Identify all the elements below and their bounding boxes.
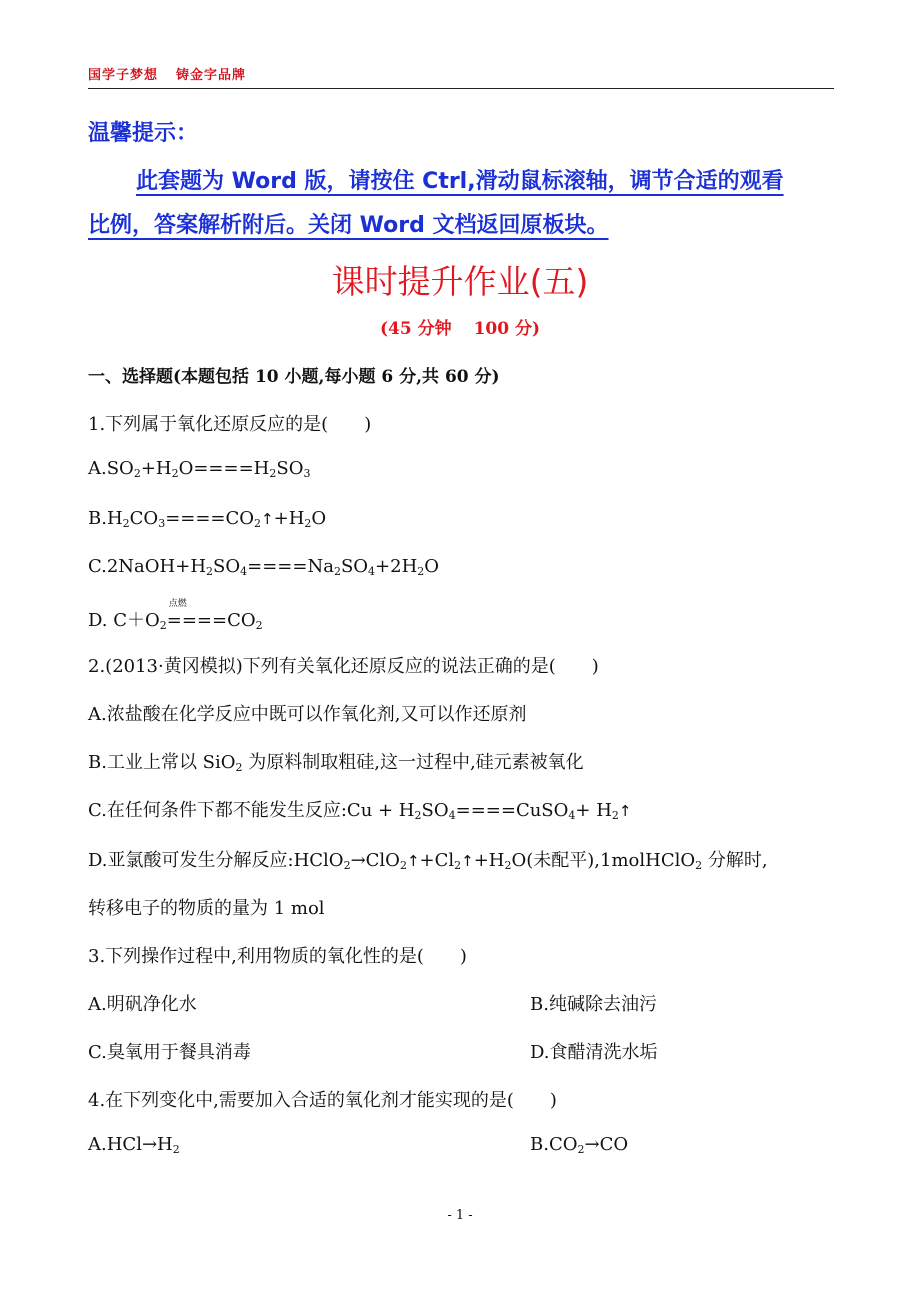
q4-option-a: $A.HCl\to H_2$ (88, 1134, 180, 1156)
tip-title: 温馨提示： (88, 121, 199, 146)
section-heading: 一、选择题(本题包括 10 小题,每小题 6 分,共 60 分) (88, 367, 500, 387)
q1-option-a: $A.SO_2+H_2O====H_2SO_3$ (88, 458, 311, 480)
reaction-condition: 点燃 (168, 599, 187, 609)
tip-line-1: 此套题为 Word 版，请按住 Ctrl,滑动鼠标滚轴，调节合适的观看 (136, 169, 784, 194)
q2-option-a: A.浓盐酸在化学反应中既可以作氧化剂,又可以作还原剂 (88, 704, 527, 725)
tip-line-2: 比例，答案解析附后。关闭 Word 文档返回原板块。 (88, 213, 609, 238)
subtitle-time: (45 分钟 (379, 319, 452, 339)
q3-option-d: D.食醋清洗水垢 (530, 1042, 658, 1063)
page-title: 课时提升作业(五) (331, 262, 589, 301)
q2-option-d-cont: 转移电子的物质的量为 1 mol (88, 898, 325, 919)
page-header (88, 64, 834, 89)
header-slogan-right: 铸金字品牌 (176, 68, 247, 83)
q4-stem: 4.在下列变化中,需要加入合适的氧化剂才能实现的是( ) (88, 1090, 557, 1111)
q4-option-b: $B.CO_2\to CO$ (530, 1134, 629, 1156)
q2-option-c: C.在任何条件下都不能发生反应:Cu + $H_2SO_4====CuSO_4+$ $H_2↑$ (88, 800, 632, 822)
q2-stem: 2.(2013·黄冈模拟)下列有关氧化还原反应的说法正确的是( ) (88, 656, 599, 677)
q1-option-c: $C.2NaOH+H_2SO_4====Na_2SO_4+2H_2O$ (88, 556, 440, 578)
q3-option-a: A.明矾净化水 (88, 994, 197, 1015)
q2-option-d: D.亚氯酸可发生分解反应$:HClO_2\to ClO_2↑+Cl_2↑+H_2O$(未配平),1molHClO$_2$ 分解时, (88, 850, 768, 872)
q1-option-d: D. $C+O_2$ 点燃 $====CO_2$ (88, 606, 263, 632)
q1-option-b: $B.H_2CO_3====CO_2↑+H_2O$ (88, 508, 327, 530)
q2-option-b: B.工业上常以 SiO$_2$ 为原料制取粗硅,这一过程中,硅元素被氧化 (88, 752, 584, 774)
q1-stem: 1.下列属于氧化还原反应的是( ) (88, 414, 372, 435)
q3-option-b: B.纯碱除去油污 (530, 994, 657, 1015)
page-number: - 1 - (447, 1208, 473, 1223)
tip-body (88, 160, 838, 248)
page-subtitle (0, 314, 920, 339)
header-slogan-left: 国学子梦想 (88, 68, 159, 83)
q3-option-c: C.臭氧用于餐具消毒 (88, 1042, 251, 1063)
q3-stem: 3.下列操作过程中,利用物质的氧化性的是( ) (88, 946, 467, 967)
subtitle-score: 100 分) (473, 319, 541, 339)
